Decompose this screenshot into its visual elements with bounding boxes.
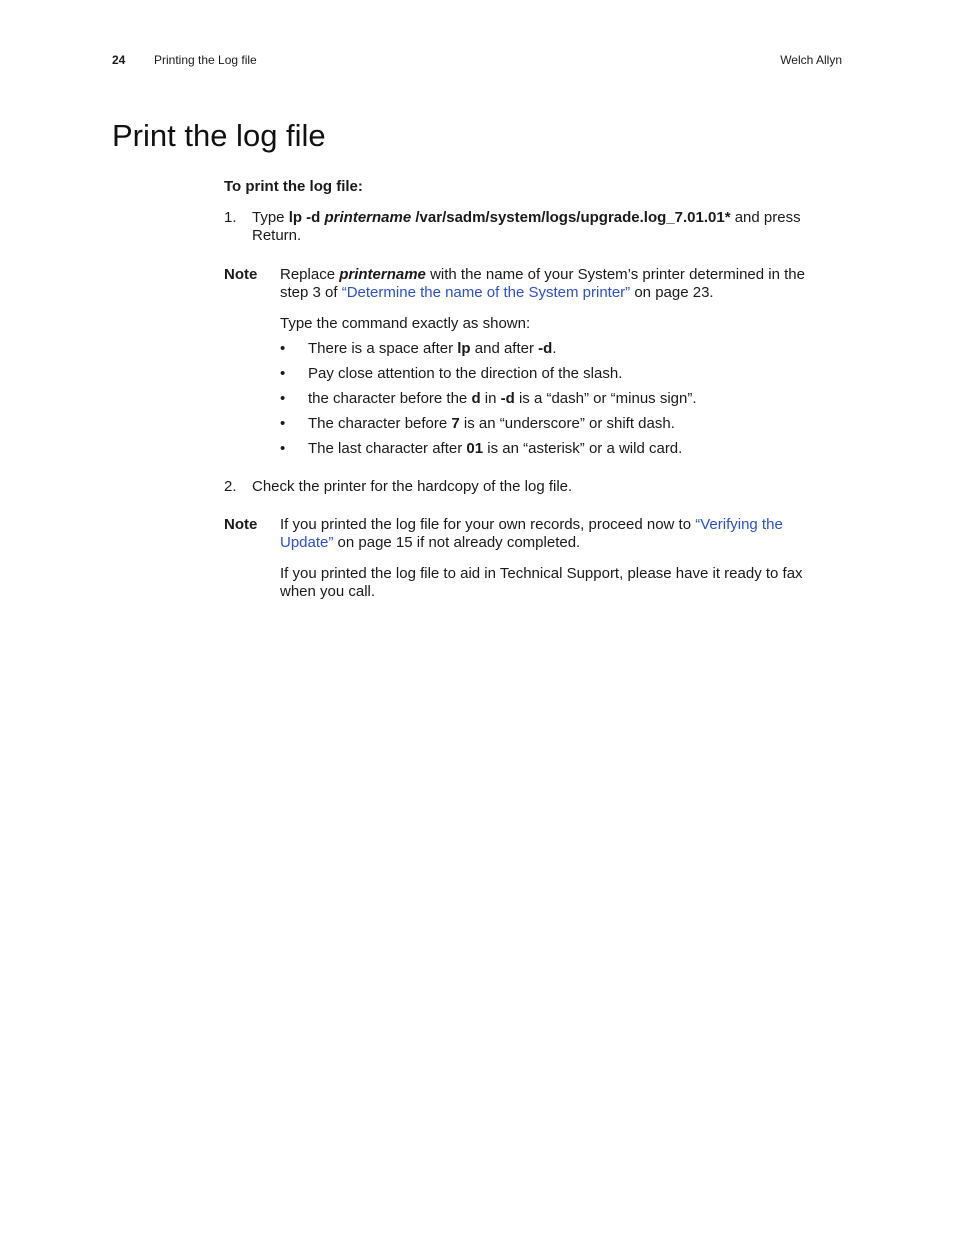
page-title: Print the log file <box>112 118 326 153</box>
list-item <box>280 440 834 458</box>
step-number: 2. <box>224 478 237 495</box>
bullet-icon: • <box>280 365 286 382</box>
list-item-text: is a “dash” or “minus sign”. <box>514 390 697 407</box>
note-text: on page 23. <box>630 284 714 301</box>
cross-reference-link[interactable]: “Verifying the Update” <box>280 516 783 551</box>
command-printername: printername <box>324 209 412 226</box>
note-paragraph: If you printed the log file to aid in Technical Support, please have it ready to fax when you call. <box>280 565 803 600</box>
list-item-text: is an “asterisk” or a wild card. <box>483 440 683 457</box>
step-and-press: and press Return. <box>252 209 801 244</box>
bullet-icon: • <box>280 415 286 432</box>
list-item-text: is an “underscore” or shift dash. <box>459 415 675 432</box>
list-item-bold: 7 <box>451 415 460 432</box>
bullet-icon: • <box>280 440 286 457</box>
bullet-icon: • <box>280 340 286 357</box>
note-text: Replace <box>280 266 340 283</box>
page-number: 24 <box>112 53 126 67</box>
note-text: on page 15 if not already completed. <box>333 534 581 551</box>
list-item-bold: -d <box>500 390 515 407</box>
brand-name: Welch Allyn <box>780 53 842 67</box>
note-body <box>280 266 834 458</box>
list-item-bold: -d <box>538 340 553 357</box>
running-section-title: Printing the Log file <box>154 53 257 67</box>
command-path: /var/sadm/system/logs/upgrade.log_7.01.01* <box>411 209 731 226</box>
step-2 <box>224 478 834 496</box>
list-item-text: in <box>480 390 501 407</box>
note-text: with the name of your System’s printer determined in the step 3 of <box>280 266 805 301</box>
note-paragraph <box>280 266 834 302</box>
step-1 <box>224 209 834 245</box>
list-item-text: Pay close attention to the direction of the slash. <box>308 365 623 382</box>
list-item-text: and after <box>470 340 539 357</box>
step-type-word: Type <box>252 209 289 226</box>
command-lp: lp -d <box>288 209 325 226</box>
list-item-bold: d <box>471 390 481 407</box>
list-item-text: The character before <box>308 415 452 432</box>
note-1 <box>224 266 834 465</box>
printername-term: printername <box>339 266 426 283</box>
note-text: If you printed the log file for your own records, proceed now to <box>280 516 696 533</box>
list-item-text: The last character after <box>308 440 467 457</box>
list-item-text: the character before the <box>308 390 472 407</box>
list-item-text: . <box>552 340 557 357</box>
note-label: Note <box>224 516 258 533</box>
list-item-bold: lp <box>457 340 471 357</box>
note-body <box>280 516 834 601</box>
procedure-title: To print the log file: <box>224 178 363 195</box>
cross-reference-link[interactable]: “Determine the name of the System printer” <box>341 284 631 301</box>
list-item-text: There is a space after <box>308 340 458 357</box>
note-label: Note <box>224 266 258 283</box>
list-item <box>280 340 834 358</box>
note-paragraph <box>280 516 834 552</box>
bullet-icon: • <box>280 390 286 407</box>
bullet-list <box>280 340 834 458</box>
note-paragraph: Type the command exactly as shown: <box>280 315 531 332</box>
list-item-bold: 01 <box>466 440 484 457</box>
step-text <box>252 209 834 245</box>
step-text: Check the printer for the hardcopy of the log file. <box>252 478 573 495</box>
list-item <box>280 390 834 408</box>
list-item <box>280 415 834 433</box>
list-item <box>280 365 834 383</box>
note-2 <box>224 516 834 614</box>
step-number: 1. <box>224 209 237 226</box>
